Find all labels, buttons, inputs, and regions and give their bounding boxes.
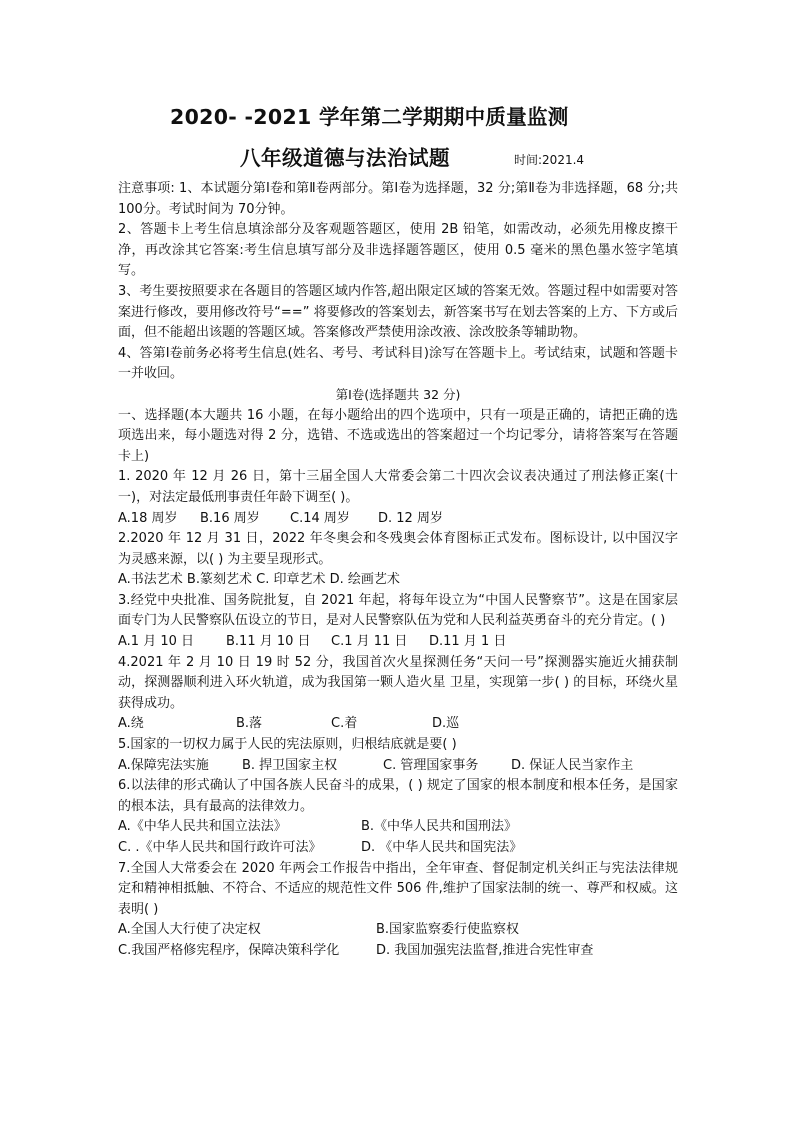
q1-option-c: C.14 周岁	[290, 510, 350, 526]
q2-options-line: A.书法艺术 B.篆刻艺术 C. 印章艺术 D. 绘画艺术	[118, 572, 400, 588]
q5-option-a: A.保障宪法实施	[118, 757, 209, 773]
note-3: 3、考生要按照要求在各题目的答题区域内作答,超出限定区域的答案无效。答题过程中如需要对答案进行修改，要用修改符号“==” 将要修改的答案划去，新答案书写在划去答案的上方、下方或后面，但不能超出该题的答题区域。答案修改严禁使用涂改液、涂改胶条等辅助物。	[118, 283, 678, 341]
note-1: 注意事项: 1、本试题分第Ⅰ卷和第Ⅱ卷两部分。第Ⅰ卷为选择题，32 分;第Ⅱ卷为非选择题，68 分;共 100分。考试时间为 70分钟。	[118, 181, 678, 217]
q4-option-c: C.着	[331, 716, 358, 732]
question-3-stem: 3.经党中央批准、国务院批复，自 2021 年起，将每年设立为“中国人民警察节”。这是在国家层面专门为人民警察队伍设立的节日，是对人民警察队伍为党和人民利益英勇奋斗的充分肯定。( )	[118, 592, 678, 629]
question-7-stem: 7.全国人大常委会在 2020 年两会工作报告中指出，全年审查、督促制定机关纠正与宪法法律规定和精神相抵触、不符合、不适应的规范性文件 506 件,维护了国家法制的统一、尊严和权威。这表明( )	[118, 860, 678, 917]
exam-time: 时间:2021.4	[514, 153, 585, 167]
question-1-stem: 1. 2020 年 12 月 26 日，第十三届全国人大常委会第二十四次会议表决通过了刑法修正案(十一)，对法定最低刑事责任年龄下调至( )。	[118, 469, 678, 505]
instructions: 一、选择题(本大题共 16 小题，在每小题给出的四个选项中，只有一项是正确的，请把正确的选项选出来，每小题选对得 2 分，选错、不选或选出的答案超过一个均记零分，请将答案写在答题卡上)	[118, 407, 678, 464]
q6-option-c: C. .《中华人民共和国行政许可法》	[118, 840, 322, 855]
q3-option-c: C.1 月 11 日	[331, 634, 408, 650]
q3-option-d: D.11 月 1 日	[429, 634, 507, 650]
question-2-options	[118, 570, 678, 591]
q6-option-b: B.《中华人民共和国刑法》	[361, 819, 518, 835]
q1-option-d: D. 12 周岁	[378, 510, 443, 526]
question-3-options	[118, 632, 678, 653]
note-2: 2、答题卡上考生信息填涂部分及客观题答题区，使用 2B 铅笔，如需改动，必须先用橡皮擦干净，再改涂其它答案:考生信息填写部分及非选择题答题区，使用 0.5 毫米的黑色墨水签字笔填写。	[118, 222, 678, 279]
q5-option-c: C. 管理国家事务	[383, 757, 479, 773]
exam-subtitle: 八年级道德与法治试题	[240, 146, 450, 170]
question-4-stem: 4.2021 年 2 月 10 日 19 时 52 分，我国首次火星探测任务“天问一号”探测器实施近火捕获制动，探测器顺利进入环火轨道，成为我国第一颗人造火星 卫星，实现第一步( ) 的目标，环绕火星获得成功。	[118, 654, 678, 711]
exam-title: 2020- -2021 学年第二学期期中质量监测	[170, 105, 569, 129]
question-2-stem: 2.2020 年 12 月 31 日，2022 年冬奥会和冬残奥会体育图标正式发布。图标设计, 以中国汉字为灵感来源，以( ) 为主要呈现形式。	[118, 531, 678, 567]
question-4-options	[118, 714, 678, 735]
note-4: 4、答第Ⅰ卷前务必将考生信息(姓名、考号、考试科目)涂写在答题卡上。考试结束，试题和答题卡一并收回。	[118, 345, 678, 382]
q1-option-a: A.18 周岁	[118, 510, 178, 526]
question-6-stem: 6.以法律的形式确认了中国各族人民奋斗的成果，( ) 规定了国家的根本制度和根本任务，是国家的根本法，具有最高的法律效力。	[118, 778, 678, 814]
q3-option-b: B.11 月 10 日	[226, 634, 311, 650]
exam-page	[118, 100, 678, 962]
section-title: 第Ⅰ卷(选择题共 32 分)	[335, 386, 461, 402]
q3-option-a: A.1 月 10 日	[118, 634, 195, 650]
question-5-options	[118, 756, 678, 777]
subtitle-row	[118, 143, 678, 179]
question-5-stem: 5.国家的一切权力属于人民的宪法原则，归根结底就是要( )	[118, 737, 457, 753]
q7-option-a: A.全国人大行使了决定权	[118, 922, 261, 938]
q5-option-b: B. 捍卫国家主权	[242, 757, 338, 773]
q4-option-b: B.落	[236, 716, 263, 732]
question-1-options	[118, 509, 678, 530]
q7-option-d: D. 我国加强宪法监督,推进合宪性审查	[376, 942, 594, 958]
q6-option-d: D. 《中华人民共和国宪法》	[361, 840, 523, 855]
q7-option-b: B.国家监察委行使监察权	[376, 922, 520, 938]
question-7-options-row2	[118, 941, 678, 962]
q1-option-b: B.16 周岁	[200, 510, 260, 526]
q6-option-a: A.《中华人民共和国立法法》	[118, 819, 287, 835]
question-6-options-row1	[118, 817, 678, 838]
q4-option-d: D.巡	[432, 716, 460, 732]
q5-option-d: D. 保证人民当家作主	[511, 757, 634, 773]
q7-option-c: C.我国严格修宪程序，保障决策科学化	[118, 942, 340, 958]
question-6-options-row2	[118, 838, 678, 859]
question-7-options-row1	[118, 920, 678, 941]
q4-option-a: A.绕	[118, 716, 144, 732]
